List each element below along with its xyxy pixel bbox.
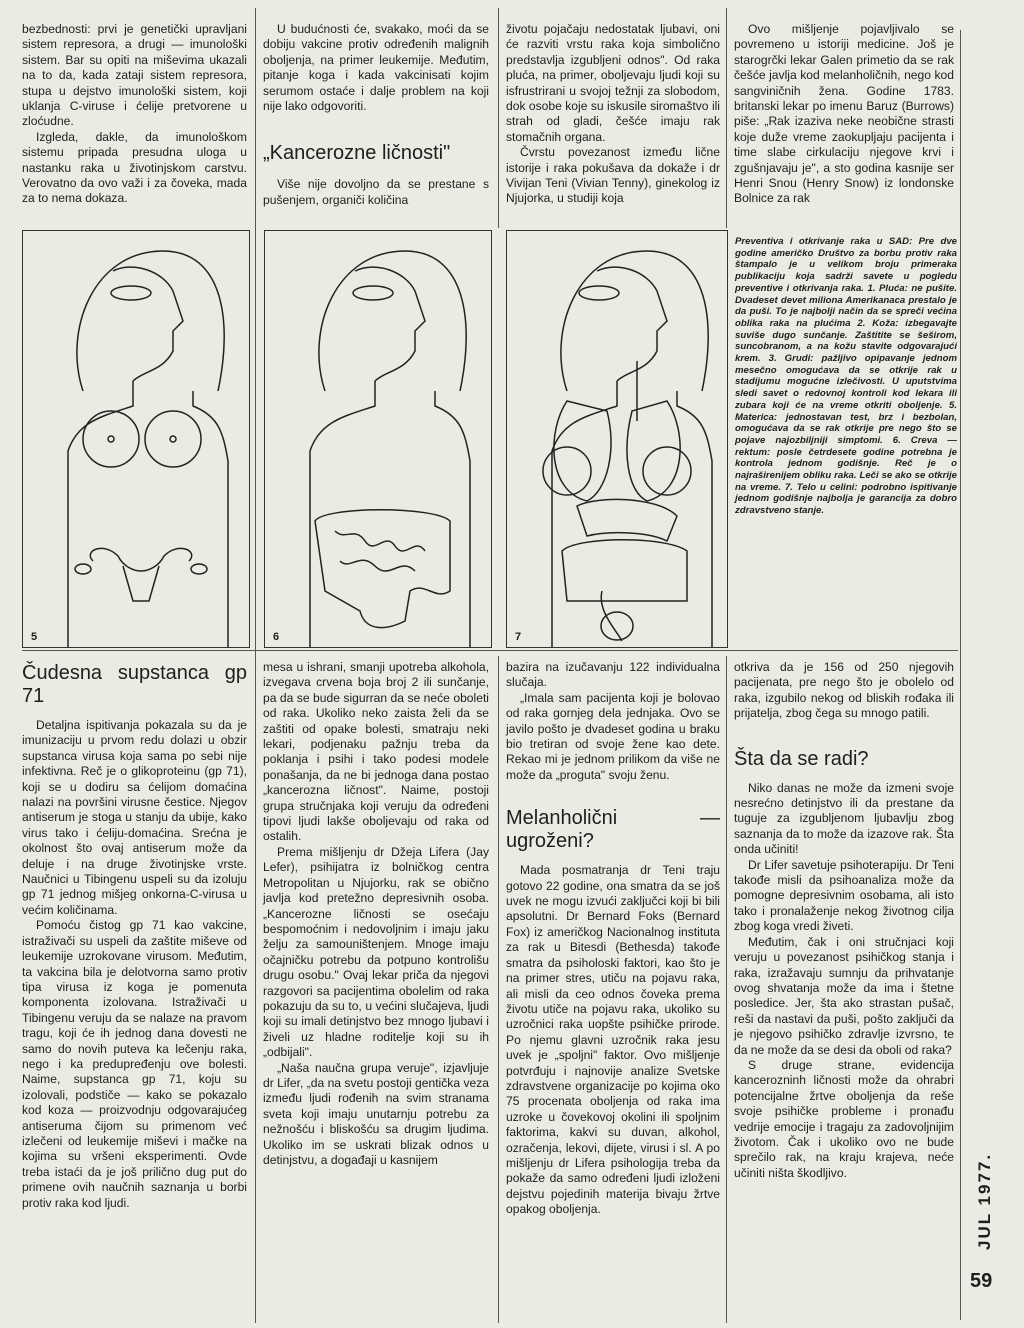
paragraph: Ovo mišljenje pojavljivalo se povremeno u istoriji medicine. Još je starogrčki lekar Galen primetio da se rak češće javlja kod melanholičnih, nego kod sangviničnih žena. Godine 1783. britanski lekar po imenu Baruz (Burrows) piše: „Rak izaziva neke neobične strasti koje duže vreme zaokupljaju pacijenta i time slabe cirkulaciju njegove krvi i zgušnjavaju je", a sto godina kasnije ser Henri Snou (Henry Snow) iz londonske Bolnice za rak [734, 22, 954, 206]
figure-full-body [506, 230, 728, 648]
paragraph: otkriva da je 156 od 250 njegovih pacijenata, pre nego što je obolelo od raka, izgubilo nekog od bliskih rođaka ili prijatelja, zbog čega su mnogo patili. [734, 660, 954, 721]
section-heading: Melanholični — ugroženi? [506, 807, 720, 853]
top-column-1 [22, 22, 247, 207]
paragraph: Čvrstu povezanost između lične istorije i raka pokušava da dokaže i dr Vivijan Teni (Vivian Tenny), ginekolog iz Njujorka, u studiji koja [506, 145, 720, 206]
figure-colon [264, 230, 492, 648]
bottom-column-4 [734, 660, 954, 1181]
body-outline-illustration [23, 231, 249, 647]
paragraph: Mada posmatranja dr Teni traju gotovo 22 godine, ona smatra da se još uvek ne mogu izvući zaključci koji bi bili apsolutni. Dr Bernard Foks (Bernard Fox) iz američkog Nacionalnog instituta za rak u Bitesdi (Bethesda) takođe smatra da psiholoski faktori, kao što je na primer stres, utiču na pojavu raka, ali misli da ceo odnos čoveka prema životu utiče na pojavu raka, ukoliko su uzročnici raka uopšte psihičke prirode. Po njemu glavni uzročnik raka jesu uvek je „spoljni" faktor. Ovo mišljenje potvrđuju i najnovije analize Svetske zdravstvene organizacije po kojima oko 75 procenata oboljenja od raka ima uzroke u čovekovoj okolini ili spoljnim faktorima, kakvi su duvan, alkohol, ozračenja, lekovi, dijete, virusi i sl. A po mišljenju dr Lifera psihologija treba da pokaže da samo određeni ljudi izloženi dejstvu pojedinih materija bivaju žrtve opakog oboljenja. [506, 863, 720, 1217]
figure-number: 6 [273, 631, 280, 643]
paragraph: životu pojačaju nedostatak ljubavi, oni će razviti vrstu raka koja simbolično predstavlja izgubljeni odnos". Od raka pluća, na primer, oboljevaju ljudi koji su isfrustrirani u svojoj težnji za slobodom, dok osobe koje su iskusile siromaštvo ili strah od gladi, češće imaju rak stomačnih organa. [506, 22, 720, 144]
figure-caption: Preventiva i otkrivanje raka u SAD: Pre dve godine američko Društvo za borbu protiv raka štampalo je u velikom broju primeraka publikaciju koja sadrži savete u pogledu preventive i otkrivanja raka. 1. Pluća: ne pušite. Dvadeset devet miliona Amerikanaca prestalo je da puši. To je najbolji način da se spreči većina oblika raka na plućima 2. Koža: izbegavajte suviše dugo sunčanje. Zaštitite se šeširom, suncobranom, a na kožu stavite odgovarajući krem. 3. Grudi: pažljivo opipavanje jednom mesečno omogućava da se otkrije rak u stadijumu mogućne izlečivosti. U uputstvima sledi savet o redovnoj kontroli kod lekara ili zubara koji će na vreme otkriti oboljenje. 5. Materica: jednostavan test, brz i bezbolan, omogućava da se rak otkrije pre nego što se pojave najozbiljniji simptomi. 6. Creva — rektum: posle četrdesete godine potrebna je kontrola jednom godišnje. Reč je o najraširenijem obliku raka. Leči se ako se otkrije na vreme. 7. Telo u celini: podrobno ispitivanje jednom godišnje najbolja je garancija za dobro zdravstveno stanje. [735, 236, 957, 517]
paragraph: Niko danas ne može da izmeni svoje nesrećno detinjstvo ili da prestane da tuguje za izgubljenom ljubavlju zbog saznanja da to može da izazove rak. Šta onda učiniti! [734, 780, 954, 857]
body-outline-illustration [265, 231, 491, 647]
bottom-column-2 [263, 660, 489, 1168]
column-divider [498, 656, 499, 1323]
paragraph: „Naša naučna grupa veruje", izjavljuje dr Lifer, „da na svetu postoji gentička veza između ljudi rođenih na svim stranama sveta koji imaju unutarnju potrebu za nežnošću i bliskošću sa drugim ljudima. Ukoliko im se uskrati blizak odnos u detinjstvu, a događaji u kasnijem [263, 1060, 489, 1167]
figure-number: 5 [31, 631, 38, 643]
paragraph: S druge strane, evidencija kancerozninh ličnosti može da ohrabri potencijalne žrtve oboljenja da reše svoje psihičke probleme i pronađu vedrije emocije i tragaju za zadovoljnijim životom. Čak i ukoliko ovo ne bude sprečilo rak, na kraju krajeva, neće učiniti ništa škodljivo. [734, 1057, 954, 1180]
bottom-column-3 [506, 660, 720, 1218]
paragraph: Dr Lifer savetuje psihoterapiju. Dr Teni takođe misli da psihoanaliza može da pomogne depresivnim osobama, ali isto tako i pronalaženje nekog životnog cilja zbog koga vredi živeti. [734, 857, 954, 934]
figure-number: 7 [515, 631, 522, 643]
body-outline-illustration [507, 231, 727, 647]
column-divider [726, 656, 727, 1323]
paragraph: Više nije dovoljno da se prestane s pušenjem, organiči količina [263, 177, 489, 207]
paragraph: Detaljna ispitivanja pokazala su da je imunizaciju u prvom redu dolazi u obzir supstanca virusa koja sama po sebi nije infektivna. Reč je o glikoproteinu (gp 71), koji se u dodiru sa ćelijom domaćina nalazi na površini virusne čestice. Njegov antiserum je stoga u stanju da ubije, kako virus tako i ćeliju-domaćina. Srećna je okolnost što ovaj antiserum može da deluje i na druge životinjske vrste. Naučnici u Tibingenu uspeli su da izoluju gp 71 jednog mišjeg onkorna-C-virusa u većim količinama. [22, 718, 247, 917]
paragraph: bezbednosti: prvi je genetički upravljani sistem represora, a drugi — imunološki sistem. Bar su opiti na miševima ukazali na to da, kada zataji sistem represora, stupa u dejstvo imunološki sistem, koji uklanja C-viruse i ćelije pretvorene u zloćudne. [22, 22, 247, 129]
bottom-column-1 [22, 660, 247, 1211]
paragraph: Međutim, čak i oni stručnjaci koji veruju u povezanost psihičkog stanja i raka, izražavaju sumnju da prihvatanje ovog shvatanja može da ima i štetne posledice. Jer, šta ako strastan pušač, reši da nastavi da puši, pošto zaključi da je njegovo psihičko zdravlje izvrsno, te da ne može da se desi da oboli od raka? [734, 934, 954, 1057]
column-divider [498, 8, 499, 228]
column-divider [726, 8, 727, 228]
column-divider [255, 8, 256, 1323]
paragraph: „Imala sam pacijenta koji je bolovao od raka gornjeg dela jednjaka. Ovo se javilo pošto je dvadeset godina u braku bio tretiran od svoje žene kao dete. Rekao mi je jednom prilikom da više ne može da „proguta" svoju ženu. [506, 690, 720, 782]
figure-female-reproductive [22, 230, 250, 648]
paragraph: bazira na izučavanju 122 individualna slučaja. [506, 660, 720, 690]
section-heading: Čudesna supstanca gp 71 [22, 662, 247, 707]
section-heading: „Kancerozne ličnosti" [263, 142, 451, 165]
section-rule [22, 650, 958, 651]
paragraph: Prema mišljenju dr Džeja Lifera (Jay Lefer), psihijatra iz bolničkog centra Metropolitan u Njujorku, rak se obično javlja kod pretežno depresivnih osoba. „Kancerozne ličnosti se osećaju bespomoćnim i nedovoljnim i imaju jaku želju za samouništenjem. Mnoge imaju očajničku potrebu da potpuno kontrolišu drugu osobu." Ovaj lekar priča da njegovi razgovori sa pacijentima obolelim od raka pokazuju da su to, u većini slučajeva, ljudi koji su imali detinjstvo bez mnogo ljubavi i živeli uz hladne roditelje koji su ih „odbijali". [263, 844, 489, 1060]
top-column-3 [506, 22, 720, 207]
paragraph: U budućnosti će, svakako, moći da se dobiju vakcine protiv određenih malignih oboljenja, na primer leukemije. Međutim, pitanje koga i kada vakcinisati kojim serumom ostaće i dalje problem na koji nije lako odgovoriti. [263, 22, 489, 114]
top-column-2 [263, 22, 489, 208]
paragraph: mesa u ishrani, smanji upotreba alkohola, izvegava crvena boja broj 2 ili sunčanje, pa da se bude sigurran da se neće oboleti od raka. Ukoliko neko zaista želi da se zaštiti od opake bolesti, smatraju neki lekari, podjenaku pažnju treba da poklanja i psihi i tako podesi modele ponašanja, da ne bi jednoga dana postao „kancerozna ličnost". Naime, postoji grupa stručnjaka koji veruju da određeni tipovi ljudi lakše oboljevaju od raka od ostalih. [263, 660, 489, 844]
page-number: 59 [970, 1270, 993, 1292]
top-column-4 [734, 22, 954, 207]
section-heading: Šta da se radi? [734, 747, 869, 770]
paragraph: Pomoću čistog gp 71 kao vakcine, istraživači su uspeli da zaštite miševe od leukemije uzrokovane virusom. Međutim, ta vakcina bila je delotvorna samo protiv tipa virusa iz koga je pomenuta komponenta izolovana. Istraživači u Tibingenu veruju da se nalaze na pravom tragu, koji će ih jednog dana dovesti ne samo do novih puteva ka lečenju raka, nego i ka predupređenju ove bolesti. Naime, supstanca gp 71, koju su izolovali, podstiče — kako se pokazalo kod koza — proizvodnju odgovarajućeg antiseruma čijom su primenom već izlečeni od leukemije miševi i mačke na kojima su vršeni eksperimenti. Ovde treba istaći da je još prilično dug put do primene ovih naučnih saznanja u borbi protiv raka kod ljudi. [22, 918, 247, 1210]
paragraph: Izgleda, dakle, da imunološkom sistemu pripada presudna uloga u nastanku raka u životinjskom carstvu. Verovatno da ovo važi i za čoveka, mada za to nema dokaza. [22, 129, 247, 206]
column-divider [960, 30, 961, 1320]
issue-date-label: JUL 1977. [975, 1152, 994, 1250]
